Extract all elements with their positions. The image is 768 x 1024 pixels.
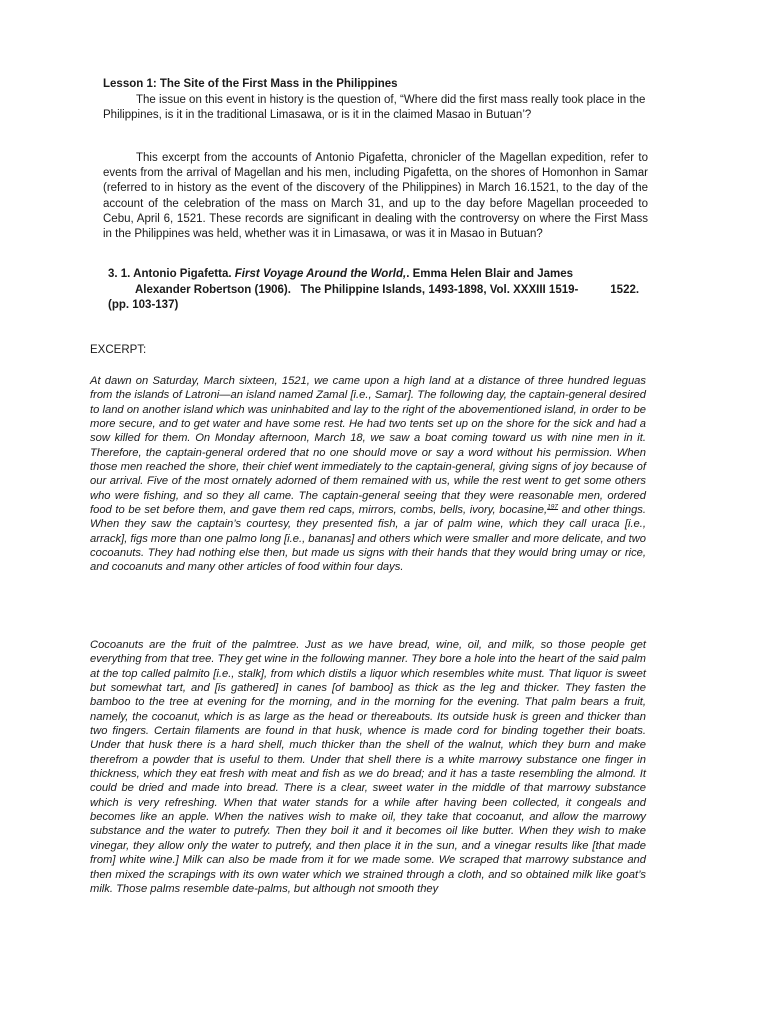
paragraph-1-text-a: At dawn on Saturday, March sixteen, 1521, we came upon a high land at a distance of three hundred leguas from the islands of Latroni—an island named Zamal [i.e., Samar]. The following day, the captain-general desired to land on another island which was uninhabited and lay to the right of the abovementioned island, in order to be more secure, and to get water and have some rest. He had two tents set up on the shore for the sick and had a sow killed for them. On Monday afternoon, March 18, we saw a boat coming toward us with nine men in it. Therefore, the captain-general ordered that no one should move or say a word without his permission. When those men reached the shore, their chief went immediately to the captain-general, giving signs of joy because of our arrival. Five of the most ornately adorned of them remained with us, while the rest went to get some others who were fishing, and so they all came. The captain-general seeing that they were reasonable men, ordered food to be set before them, and gave them red caps, mirrors, combs, bells, ivory, bocasine,	[90, 375, 646, 517]
bibliographic-reference	[108, 267, 656, 314]
reference-number: 3. 1.	[108, 268, 131, 280]
excerpt-heading: EXCERPT:	[90, 344, 147, 356]
excerpt-paragraph-1	[90, 374, 646, 575]
intro-paragraph: The issue on this event in history is the question of, “Where did the first mass really took place in the Philippines, is it in the traditional Limasawa, or is it in the claimed Masao in Butuan’?	[103, 94, 646, 122]
paragraph-1-text-b: and other things. When they saw the captain’s courtesy, they presented fish, a jar of palm wine, which they call uraca [i.e., arrack], figs more than one palmo long [i.e., bananas] and others which were smaller and more delicate, and two cocoanuts. They had nothing else then, but made us signs with their hands that they would bring umay or rice, and cocoanuts and many other articles of food within four days.	[90, 504, 647, 574]
reference-line-1	[108, 267, 656, 283]
reference-line-2: Alexander Robertson (1906). The Philippine Islands, 1493-1898, Vol. XXXIII 1519- 1522.	[135, 283, 640, 296]
excerpt-paragraph-2: Cocoanuts are the fruit of the palmtree. Just as we have bread, wine, oil, and milk, so those people get everything from that tree. They get wine in the following manner. They bore a hole into the heart of the said palm at the top called palmito [i.e., stalk], from which distils a liquor which resembles white must. That liquor is sweet but somewhat tart, and [is gathered] in canes [of bamboo] as thick as the leg and thicker. They fasten the bamboo to the tree at evening for the morning, and in the morning for the evening. That palm bears a fruit, namely, the cocoanut, which is as large as the head or thereabouts. Its outside husk is green and thicker than two fingers. Certain filaments are found in that husk, whence is made cord for binding together their boats. Under that husk there is a hard shell, much thicker than the shell of the walnut, which they burn and make therefrom a powder that is useful to them. Under that shell there is a white marrowy substance one finger in thickness, which they eat fresh with meat and fish as we do bread; and it has a taste resembling the almond. It could be dried and made into bread. There is a clear, sweet water in the middle of that marrowy substance which is very refreshing. When that water stands for a while after having been collected, it congeals and becomes like an apple. When the natives wish to make oil, they take that cocoanut, and allow the marrowy substance and the water to putrefy. Then they boil it and it becomes oil like butter. When they wish to make vinegar, they allow only the water to putrefy, and then place it in the sun, and a vinegar results like [that made from] white wine.] Milk can also be made from it for we made some. We scraped that marrowy substance and then mixed the scrapings with its own water which we strained through a cloth, and so obtained milk like goat’s milk. Those palms resemble date-palms, but although not smooth they	[90, 639, 646, 895]
reference-line-3: (pp. 103-137)	[108, 299, 179, 311]
lesson-title: Lesson 1: The Site of the First Mass in the Philippines	[103, 78, 398, 90]
reference-author: Antonio Pigafetta.	[133, 268, 232, 280]
reference-title: First Voyage Around the World,	[234, 268, 407, 280]
reference-editors: . Emma Helen Blair and James	[406, 268, 574, 280]
excerpt-intro-paragraph: This excerpt from the accounts of Antonio Pigafetta, chronicler of the Magellan expedition, refer to events from the arrival of Magellan and his men, including Pigafetta, on the shores of Homonhon in Samar (referred to in history as the event of the discovery of the Philippines) in March 16.1521, to the day of the account of the celebration of the mass on March 31, and up to the day before Magellan proceeded to Cebu, April 6, 1521. These records are significant in dealing with the controversy on where the First Mass in the Philippines was held, whether was it in Limasawa, or was it in Masao in Butuan?	[103, 152, 648, 241]
footnote-marker[interactable]: 197	[547, 503, 558, 511]
